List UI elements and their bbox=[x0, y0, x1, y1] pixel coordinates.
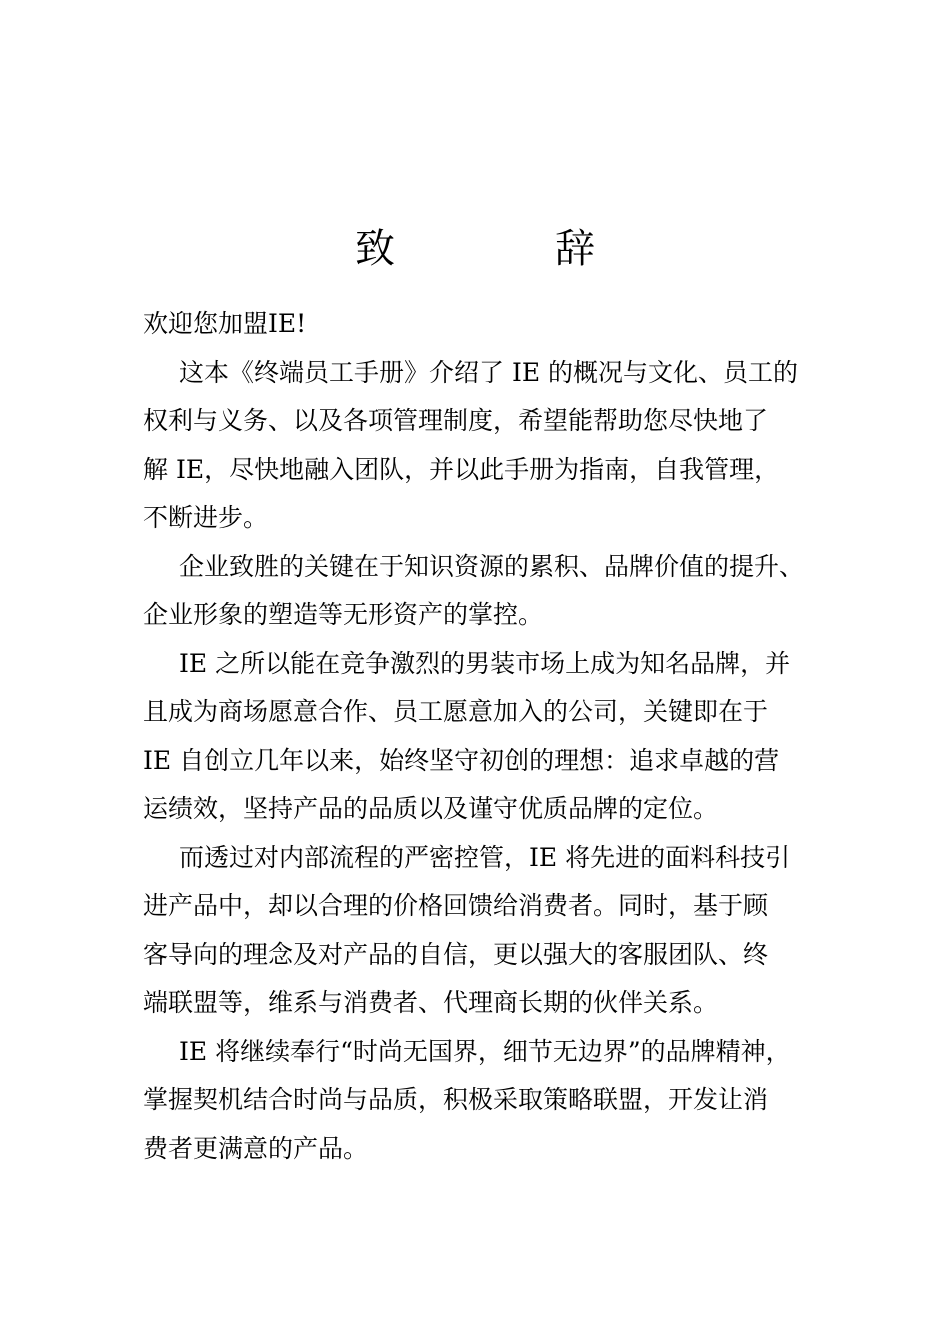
paragraph-line: 客导向的理念及对产品的自信，更以强大的客服团队、终 bbox=[143, 939, 769, 969]
paragraph-line: 运绩效，坚持产品的品质以及谨守优质品牌的定位。 bbox=[143, 794, 719, 823]
paragraph-line: IE 之所以能在竞争激烈的男装市场上成为知名品牌，并 bbox=[179, 648, 791, 678]
page-title: 致 辞 bbox=[355, 225, 655, 272]
paragraph-key-success bbox=[143, 543, 818, 640]
paragraph-line: 端联盟等，维系与消费者、代理商长期的伙伴关系。 bbox=[143, 988, 719, 1017]
paragraph-line: 而透过对内部流程的严密控管，IE 将先进的面料科技引 bbox=[179, 842, 791, 872]
paragraph-line: IE 将继续奉行“时尚无国界，细节无边界”的品牌精神， bbox=[179, 1036, 791, 1066]
paragraph-line: 权利与义务、以及各项管理制度，希望能帮助您尽快地了 bbox=[143, 406, 769, 435]
paragraph-line: 不断进步。 bbox=[143, 503, 269, 532]
paragraph-brand-history bbox=[143, 640, 818, 834]
paragraph-brand-spirit bbox=[143, 1028, 818, 1174]
paragraph-line: IE 自创立几年以来，始终坚守初创的理想：追求卓越的营 bbox=[143, 745, 780, 775]
paragraph-line: 进产品中，却以合理的价格回馈给消费者。同时，基于顾 bbox=[143, 891, 769, 920]
document-body bbox=[143, 300, 818, 1173]
paragraph-line: 费者更满意的产品。 bbox=[143, 1133, 369, 1163]
paragraph-line: 这本《终端员工手册》介绍了 IE 的概况与文化、员工的 bbox=[179, 357, 799, 387]
paragraph-line: 企业形象的塑造等无形资产的掌控。 bbox=[143, 600, 544, 629]
paragraph-intro bbox=[143, 349, 818, 543]
paragraph-line: 掌握契机结合时尚与品质，积极采取策略联盟，开发让消 bbox=[143, 1085, 769, 1114]
paragraph-line: 企业致胜的关键在于知识资源的累积、品牌价值的提升、 bbox=[179, 551, 805, 581]
paragraph-process-control bbox=[143, 834, 818, 1028]
paragraph-line: 且成为商场愿意合作、员工愿意加入的公司，关键即在于 bbox=[143, 697, 769, 726]
greeting-line: 欢迎您加盟IE! bbox=[143, 309, 307, 338]
paragraph-line: 解 IE，尽快地融入团队，并以此手册为指南，自我管理， bbox=[143, 454, 780, 484]
